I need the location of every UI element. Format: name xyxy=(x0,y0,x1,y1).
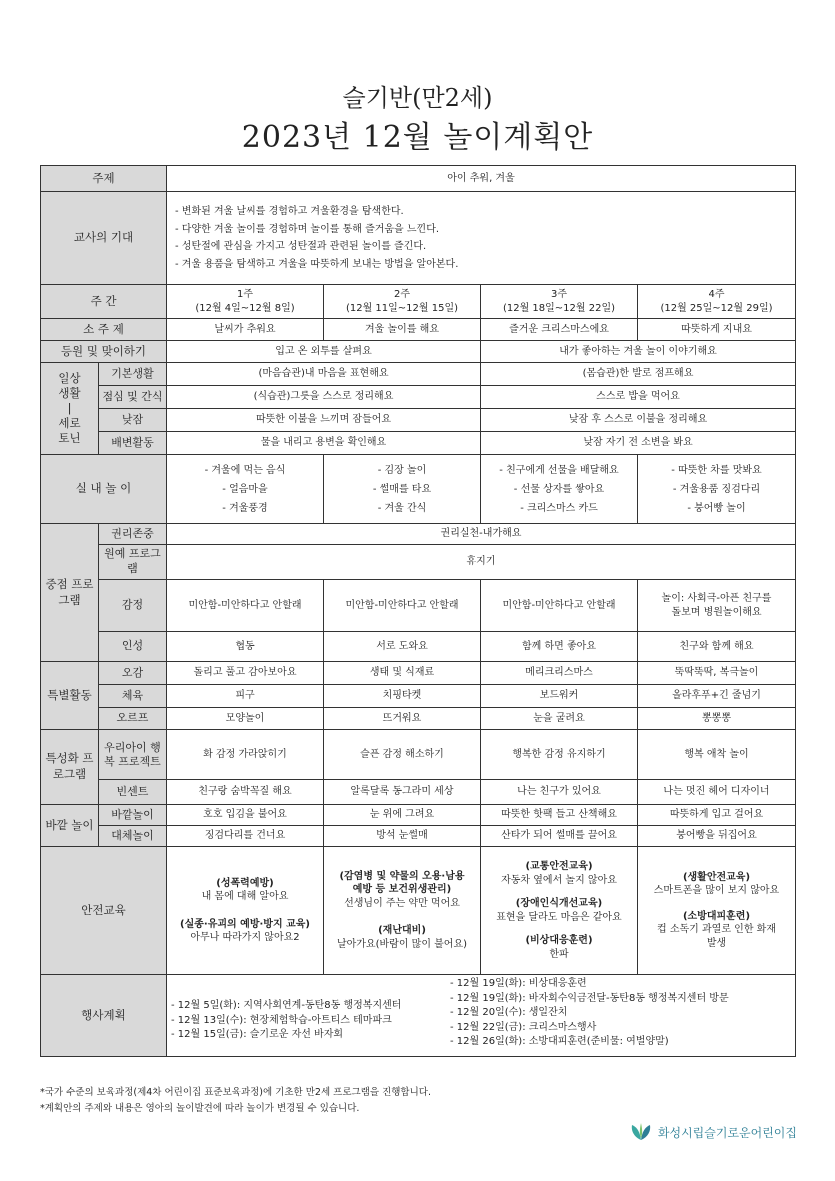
emotion-cell: 미안함-미안하다고 안할래 xyxy=(324,580,481,632)
expectation-item: - 겨울 용품을 탐색하고 겨울을 따뜻하게 보내는 방법을 알아본다. xyxy=(175,258,459,270)
arrival-row xyxy=(41,341,796,363)
expectation-item: - 다양한 겨울 놀이를 경험하며 놀이를 통해 즐거움을 느낀다. xyxy=(175,223,440,235)
indoor-row: 실 내 놀 이 - 겨울에 먹는 음식 - 얼음마을 - 겨울풍경 - 김장 놀이 - 썰매를 타요 - 겨울 간식 - 친구에게 선물을 배달해요 - 선물 상자를 쌓아요 - 크리스마스 카드 - 따뜻한 차를 맛봐요 - 겨울용품 징검다리 - 붕어빵 놀이 xyxy=(41,455,796,524)
rights-value: 권리실천-내가해요 xyxy=(167,524,796,545)
special-row: 특별활동 오감 돌리고 풀고 감아보아요 생태 및 식재료 메리크리스마스 뚝딱뚝딱, 복극놀이 xyxy=(41,662,796,685)
events-row xyxy=(41,975,796,1057)
daily-a: 따뜻한 이불을 느끼며 잠들어요 xyxy=(167,409,481,432)
emotion-cell: 미안함-미안하다고 안할래 xyxy=(167,580,324,632)
indoor-label: 실 내 놀 이 xyxy=(41,455,167,524)
daily-b: 낮잠 후 스스로 이불을 정리해요 xyxy=(481,409,796,432)
theme-row xyxy=(41,166,796,192)
emotion-cell: 놀이: 사회극-아픈 친구를 돌보며 병원놀이해요 xyxy=(638,580,796,632)
daily-row xyxy=(41,432,796,455)
focus-row xyxy=(41,545,796,580)
focus-label: 중점 프로그램 xyxy=(41,524,99,662)
daily-label: 배변활동 xyxy=(99,432,167,455)
week-name: 2주 xyxy=(393,289,411,300)
theme-label: 주제 xyxy=(41,166,167,192)
plan-title: 2023년 12월 놀이계획안 xyxy=(241,120,594,155)
week-range: (12월 4일~12월 8일) xyxy=(195,302,295,314)
events-label: 행사계획 xyxy=(41,975,167,1057)
daily-row xyxy=(41,409,796,432)
outdoor-label: 바깥 놀이 xyxy=(41,805,99,847)
event-item: - 12월 5일(화): 지역사회연계-동탄8동 행정복지센터 xyxy=(171,1000,402,1011)
outdoor-row: 바깥 놀이 바깥놀이 호호 입김을 불어요 눈 위에 그려요 따뜻한 핫팩 들고 산책해요 따뜻하게 입고 걸어요 xyxy=(41,805,796,826)
event-item: - 12월 26일(화): 소방대피훈련(준비물: 여벌양말) xyxy=(450,1036,669,1047)
arrival-a: 입고 온 외투를 살펴요 xyxy=(167,341,481,363)
expectation-label: 교사의 기대 xyxy=(41,192,167,285)
footnote: *계획안의 주제와 내용은 영아의 놀이발견에 따라 놀이가 변경될 수 있습니다. xyxy=(40,1103,360,1114)
event-item: - 12월 20일(수): 생일잔치 xyxy=(450,1007,568,1018)
daily-a: 물을 내리고 용변을 확인해요 xyxy=(167,432,481,455)
daily-label: 점심 및 간식 xyxy=(99,386,167,409)
weeks-label: 주 간 xyxy=(41,285,167,319)
emotion-cell: 미안함-미안하다고 안할래 xyxy=(481,580,638,632)
arrival-b: 내가 좋아하는 겨울 놀이 이야기해요 xyxy=(481,341,796,363)
subtheme-label: 소 주 제 xyxy=(41,319,167,341)
theme-value: 아이 추워, 겨울 xyxy=(167,166,796,192)
weeks-row xyxy=(41,285,796,319)
daily-row xyxy=(41,363,796,386)
event-item: - 12월 19일(화): 비상대응훈련 xyxy=(450,978,587,989)
daily-b: (몸습관)한 발로 점프해요 xyxy=(481,363,796,386)
expectation-row xyxy=(41,192,796,285)
special-row: 체육 피구 치핑타켓 보드워커 올라후푸+긴 줄넘기 xyxy=(41,685,796,708)
daily-a: (식습관)그릇을 스스로 정리해요 xyxy=(167,386,481,409)
spec-program-row: 빈센트 친구랑 숨박꼭질 해요 알록달록 동그라미 세상 나는 친구가 있어요 나는 멋진 헤어 디자이너 xyxy=(41,780,796,805)
event-item: - 12월 15일(금): 슬기로운 자선 바자회 xyxy=(171,1029,344,1040)
plan-table xyxy=(40,165,796,1057)
class-name: 슬기반(만2세) xyxy=(342,84,493,112)
subtheme-cell: 즐거운 크리스마스에요 xyxy=(481,319,638,341)
safety-label: 안전교육 xyxy=(41,847,167,975)
daily-a: (마음습관)내 마음을 표현해요 xyxy=(167,363,481,386)
special-row: 오르프 모양놀이 뜨거워요 눈을 굴려요 뽕뽕뽕 xyxy=(41,708,796,730)
event-item: - 12월 13일(수): 현장체험학습-아트티스 테마파크 xyxy=(171,1014,392,1026)
focus-row xyxy=(41,524,796,545)
spec-program-row: 특성화 프로그램 우리아이 행복 프로젝트 화 감정 가라앉히기 슬픈 감정 해소하기 행복한 감정 유지하기 행복 애착 놀이 xyxy=(41,730,796,780)
daily-b: 낮잠 자기 전 소변을 봐요 xyxy=(481,432,796,455)
week-range: (12월 18일~12월 22일) xyxy=(502,302,616,314)
daily-row xyxy=(41,386,796,409)
leaf-logo-icon xyxy=(630,1122,652,1142)
subtheme-cell: 날씨가 추워요 xyxy=(167,319,324,341)
daily-label: 기본생활 xyxy=(99,363,167,386)
week-name: 3주 xyxy=(550,289,568,300)
school-logo xyxy=(630,1122,797,1142)
week-name: 4주 xyxy=(708,289,725,300)
week-range: (12월 11일~12월 15일) xyxy=(345,302,459,314)
garden-value: 휴지기 xyxy=(167,545,796,580)
safety-row: 안전교육 (성폭력예방) 내 몸에 대해 알아요 (실종·유괴의 예방·방지 교육) 아무나 따라가지 않아요2 (감염병 및 약물의 오용·남용 예방 등 보건위생관리) 선생님이 주는 약만 먹어요 (재난대비) 날아가요(바람이 많이 불어요) (교통안전교육) 자동차 옆에서 놀지 않아요 (장애인식개선교육) 표현을 달라도 마음은 같아요 (비상대응훈련) 한파 (생활안전교육) 스마트폰을 많이 보지 않아요 (소방대피훈련) 컵 소독기 과열로 인한 화재 발생 xyxy=(41,847,796,975)
character-cell: 서로 도와요 xyxy=(324,632,481,662)
special-label: 특별활동 xyxy=(41,662,99,730)
school-name: 화성시립슬기로운어린이집 xyxy=(657,1125,797,1140)
subtheme-cell: 겨울 놀이를 해요 xyxy=(324,319,481,341)
character-cell: 친구와 함께 해요 xyxy=(638,632,796,662)
expectation-item: - 성탄절에 관심을 가지고 성탄절과 관련된 놀이를 즐긴다. xyxy=(175,241,427,252)
week-range: (12월 25일~12월 29일) xyxy=(660,302,773,314)
emotion-label: 감정 xyxy=(99,580,167,632)
focus-row xyxy=(41,632,796,662)
character-label: 인성 xyxy=(99,632,167,662)
character-cell: 함께 하면 좋아요 xyxy=(481,632,638,662)
garden-label: 원예 프로그램 xyxy=(99,545,167,580)
daily-group-label: 일상 생활 | 세로 토닌 xyxy=(41,363,99,455)
daily-b: 스스로 밥을 먹어요 xyxy=(481,386,796,409)
rights-label: 권리존중 xyxy=(99,524,167,545)
spec-program-label: 특성화 프로그램 xyxy=(41,730,99,805)
focus-row xyxy=(41,580,796,632)
arrival-label: 등원 및 맞이하기 xyxy=(41,341,167,363)
outdoor-row: 대체놀이 징검다리를 건너요 방석 눈썰매 산타가 되어 썰매를 끌어요 붕어빵을 뒤집어요 xyxy=(41,826,796,847)
event-item: - 12월 19일(화): 바자회수익금전달-동탄8동 행정복지센터 방문 xyxy=(450,992,729,1004)
expectation-item: - 변화된 겨울 날씨를 경험하고 겨울환경을 탐색한다. xyxy=(175,206,404,217)
subtheme-row xyxy=(41,319,796,341)
subtheme-cell: 따뜻하게 지내요 xyxy=(638,319,796,341)
character-cell: 협동 xyxy=(167,632,324,662)
footnote: *국가 수준의 보육과정(제4차 어린이집 표준보육과정)에 기초한 만2세 프로그램을 진행합니다. xyxy=(40,1087,431,1098)
week-name: 1주 xyxy=(236,289,254,300)
daily-label: 낮잠 xyxy=(99,409,167,432)
event-item: - 12월 22일(금): 크리스마스행사 xyxy=(450,1021,597,1033)
